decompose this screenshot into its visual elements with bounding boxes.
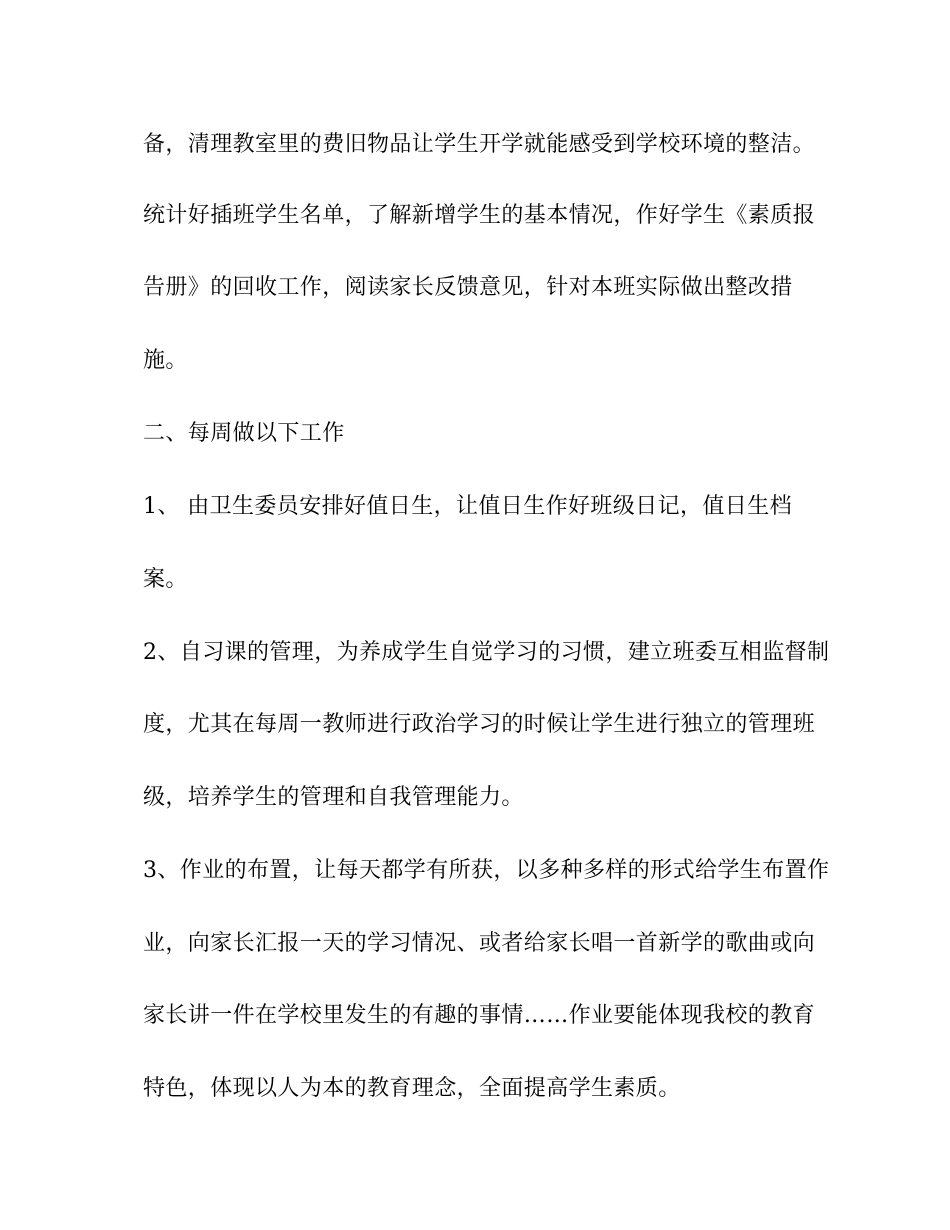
section-heading: 二、每周做以下工作 xyxy=(143,421,345,446)
body-line: 2、自习课的管理，为养成学生自觉学习的习惯，建立班委互相监督制 xyxy=(143,640,830,665)
body-line: 1、 由卫生委员安排好值日生，让值日生作好班级日记，值日生档 xyxy=(143,494,792,519)
body-line: 施。 xyxy=(143,348,188,373)
body-line: 业，向家长汇报一天的学习情况、或者给家长唱一首新学的歌曲或向 xyxy=(143,931,816,956)
body-line: 告册》的回收工作，阅读家长反馈意见，针对本班实际做出整改措 xyxy=(143,275,793,300)
body-line: 特色，体现以人为本的教育理念，全面提高学生素质。 xyxy=(143,1076,681,1101)
body-line: 家长讲一件在学校里发生的有趣的事情……作业要能体现我校的教育 xyxy=(143,1003,816,1028)
body-line: 案。 xyxy=(143,567,188,592)
body-line: 备，清理教室里的费旧物品让学生开学就能感受到学校环境的整洁。 xyxy=(143,132,816,157)
body-line: 统计好插班学生名单，了解新增学生的基本情况，作好学生《素质报 xyxy=(143,203,816,228)
body-line: 度，尤其在每周一教师进行政治学习的时候让学生进行独立的管理班 xyxy=(143,712,816,737)
body-line: 3、作业的布置，让每天都学有所获，以多种多样的形式给学生布置作 xyxy=(143,858,830,883)
body-line: 级，培养学生的管理和自我管理能力。 xyxy=(143,785,524,810)
